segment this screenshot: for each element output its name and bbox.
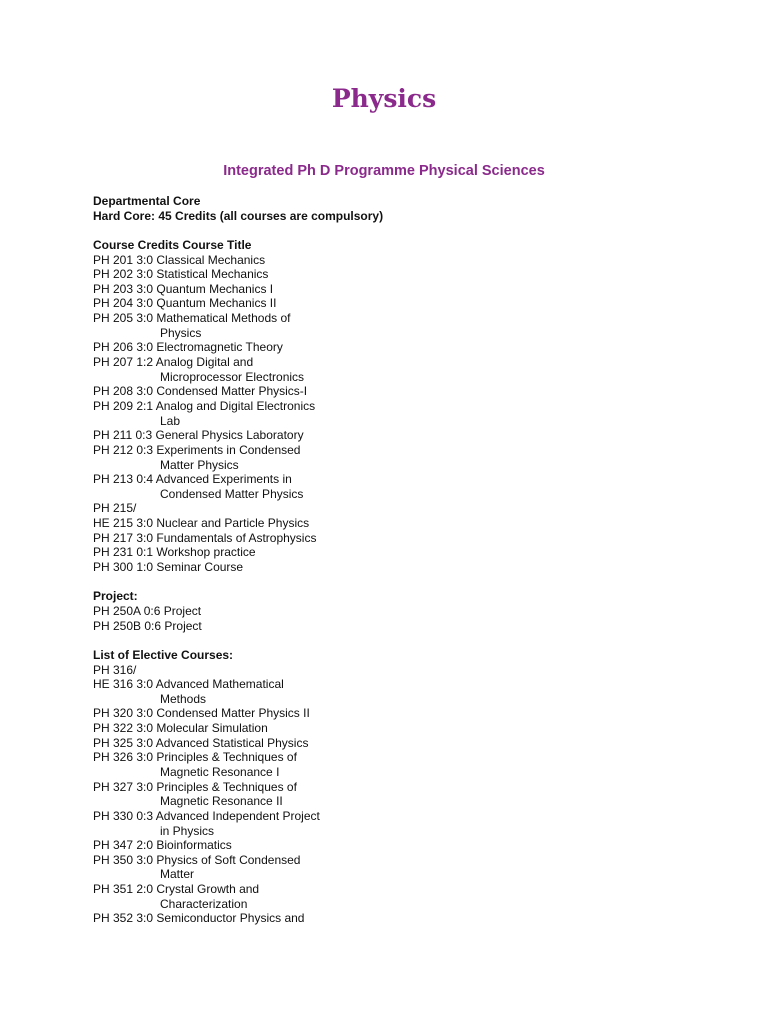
- course-title-continuation: Matter Physics: [160, 457, 239, 472]
- spacer: [93, 633, 693, 648]
- course-title-continuation: Matter: [160, 867, 195, 882]
- course-title: Quantum Mechanics II: [156, 296, 277, 311]
- course-title: Principles & Techniques of: [156, 750, 297, 765]
- spacer: [93, 223, 693, 238]
- course-title: Experiments in Condensed: [156, 442, 301, 457]
- course-code: PH 231 0:1: [93, 545, 154, 560]
- course-row: [93, 721, 693, 736]
- course-title: Mathematical Methods of: [156, 311, 291, 326]
- course-code: PH 250B 0:6: [93, 618, 162, 633]
- course-code: PH 330 0:3: [93, 808, 154, 823]
- course-code: PH 211 0:3: [93, 428, 153, 443]
- course-code: PH 325 3:0: [93, 735, 154, 750]
- course-row: [93, 560, 693, 575]
- course-title: Condensed Matter Physics-I: [156, 384, 308, 399]
- course-title-continuation: Characterization: [160, 896, 248, 911]
- course-title: Analog Digital and: [155, 355, 254, 370]
- course-row: [93, 443, 693, 458]
- course-row: [93, 545, 693, 560]
- course-code: PH 208 3:0: [93, 384, 154, 399]
- course-code: PH 250A 0:6: [93, 603, 161, 618]
- course-title: General Physics Laboratory: [155, 428, 304, 443]
- course-title-continuation: Magnetic Resonance I: [160, 764, 280, 779]
- course-title-continuation: Microprocessor Electronics: [160, 369, 305, 384]
- course-title: Advanced Independent Project: [155, 808, 320, 823]
- course-title: Bioinformatics: [156, 838, 232, 853]
- course-title-continuation: Physics: [160, 325, 202, 340]
- course-code: PH 327 3:0: [93, 779, 154, 794]
- table-header: Course Credits Course Title: [93, 237, 252, 252]
- course-row: [93, 282, 693, 297]
- course-title: Electromagnetic Theory: [156, 340, 283, 355]
- course-row: [93, 472, 693, 487]
- course-title: Crystal Growth and: [156, 882, 260, 897]
- course-code: PH 316/: [93, 662, 137, 677]
- course-code: PH 207 1:2: [93, 355, 154, 370]
- course-title: Quantum Mechanics I: [156, 281, 274, 296]
- course-row: [93, 384, 693, 399]
- course-row: [93, 809, 693, 824]
- course-title: Analog and Digital Electronics: [155, 398, 316, 413]
- course-title: Advanced Statistical Physics: [155, 735, 309, 750]
- course-title: Advanced Mathematical: [155, 677, 284, 692]
- core-heading: Departmental Core: [93, 194, 201, 208]
- electives-heading: List of Elective Courses:: [93, 647, 234, 662]
- course-row: [93, 706, 693, 721]
- course-code: PH 209 2:1: [93, 398, 154, 413]
- course-title: Statistical Mechanics: [156, 267, 269, 282]
- course-code: PH 202 3:0: [93, 267, 154, 282]
- course-row: [93, 780, 693, 795]
- course-code: PH 204 3:0: [93, 296, 154, 311]
- course-code: PH 213 0:4: [93, 472, 154, 487]
- course-title-continuation: Methods: [160, 691, 207, 706]
- course-row: [93, 882, 693, 897]
- course-title: Project: [163, 603, 202, 618]
- course-row: [93, 531, 693, 546]
- course-code: PH 351 2:0: [93, 882, 154, 897]
- course-row: [93, 428, 693, 443]
- course-title: Classical Mechanics: [156, 252, 266, 267]
- course-row: [93, 619, 693, 634]
- core-course-list: [93, 253, 693, 575]
- course-code: PH 206 3:0: [93, 340, 154, 355]
- course-title-continuation: Magnetic Resonance II: [160, 794, 283, 809]
- course-title: Fundamentals of Astrophysics: [156, 530, 317, 545]
- course-row: [93, 340, 693, 355]
- course-row: [93, 838, 693, 853]
- course-code: PH 320 3:0: [93, 706, 154, 721]
- spacer: [93, 575, 693, 590]
- course-title: Workshop practice: [156, 545, 256, 560]
- course-row: [93, 750, 693, 765]
- course-code: PH 347 2:0: [93, 838, 154, 853]
- course-title: Condensed Matter Physics II: [156, 706, 310, 721]
- course-row: [93, 355, 693, 370]
- course-row: [93, 663, 693, 678]
- course-title: Nuclear and Particle Physics: [156, 516, 310, 531]
- course-code: PH 322 3:0: [93, 721, 154, 736]
- course-title-continuation: in Physics: [160, 823, 215, 838]
- elective-course-list: [93, 663, 693, 927]
- course-title: Molecular Simulation: [156, 721, 268, 736]
- course-code: PH 203 3:0: [93, 281, 154, 296]
- course-title-continuation: Lab: [160, 413, 181, 428]
- course-code: PH 217 3:0: [93, 530, 154, 545]
- course-row: [93, 267, 693, 282]
- course-code: PH 326 3:0: [93, 750, 154, 765]
- course-row: [93, 853, 693, 868]
- course-row: [93, 677, 693, 692]
- course-title: Principles & Techniques of: [156, 779, 297, 794]
- course-code: PH 205 3:0: [93, 311, 154, 326]
- course-row: [93, 311, 693, 326]
- course-row: [93, 911, 693, 926]
- course-row: [93, 296, 693, 311]
- course-code: HE 316 3:0: [93, 677, 154, 692]
- course-row: [93, 253, 693, 268]
- course-code: PH 201 3:0: [93, 252, 154, 267]
- document-body: [93, 194, 693, 926]
- course-row: [93, 604, 693, 619]
- course-row: [93, 736, 693, 751]
- course-title: Seminar Course: [156, 560, 244, 575]
- course-row: [93, 501, 693, 516]
- programme-subtitle: Integrated Ph D Programme Physical Sciences: [223, 163, 545, 179]
- course-code: PH 300 1:0: [93, 560, 154, 575]
- project-heading: Project:: [93, 589, 138, 604]
- course-code: PH 350 3:0: [93, 852, 154, 867]
- course-row: [93, 399, 693, 414]
- course-title: Semiconductor Physics and: [156, 911, 305, 926]
- course-code: HE 215 3:0: [93, 516, 154, 531]
- course-title: Project: [164, 618, 202, 633]
- course-title: Physics of Soft Condensed: [156, 852, 301, 867]
- course-code: PH 215/: [93, 501, 137, 516]
- hard-core-note: Hard Core: 45 Credits (all courses are compulsory): [93, 208, 384, 223]
- course-title: Advanced Experiments in: [155, 472, 292, 487]
- page-title: Physics: [331, 84, 437, 113]
- course-title-continuation: Condensed Matter Physics: [160, 486, 304, 501]
- course-row: [93, 516, 693, 531]
- course-code: PH 352 3:0: [93, 911, 154, 926]
- project-course-list: [93, 604, 693, 633]
- course-code: PH 212 0:3: [93, 442, 154, 457]
